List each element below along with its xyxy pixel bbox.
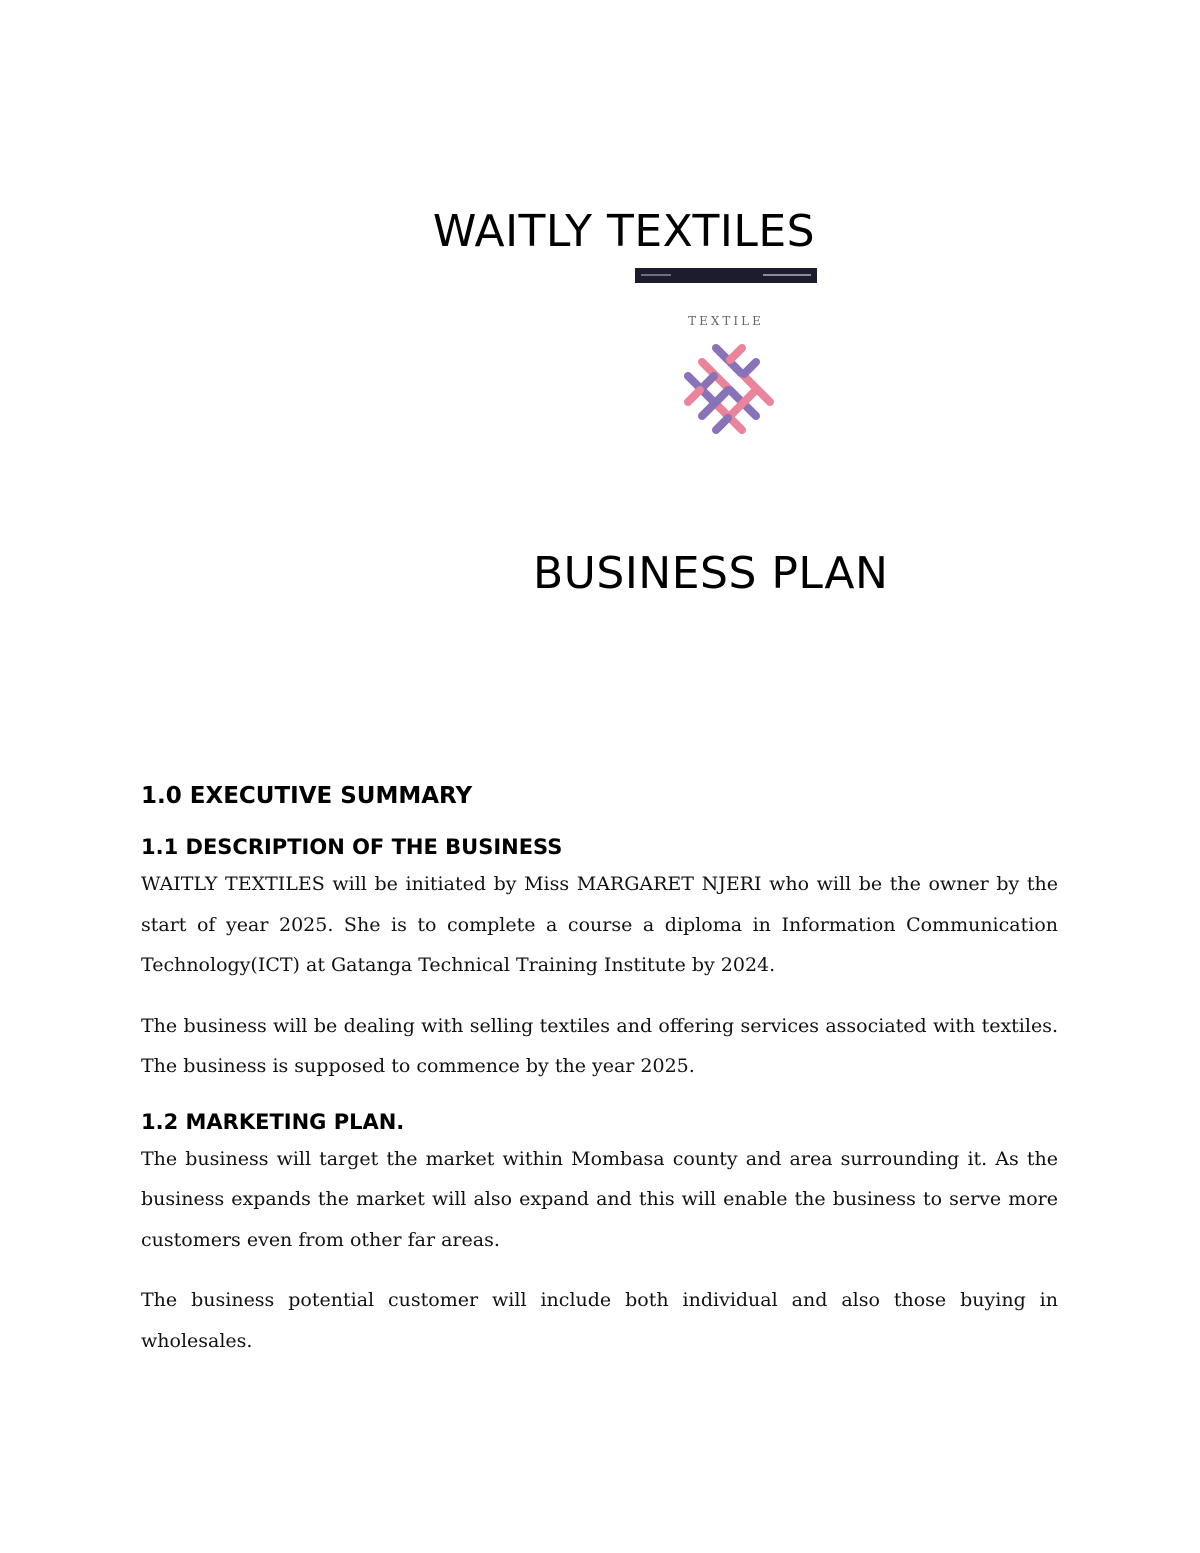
description-paragraph-1: WAITLY TEXTILES will be initiated by Miss MARGARET NJERI who will be the owner by the start of year 2025. She is to complete a course a diploma in Information Communication Technology(ICT) at Gatanga Technical Training Institute by 2024. <box>141 873 1058 976</box>
description-paragraph-2: The business will be dealing with selling textiles and offering services associated with textiles. The business is supposed to commence by the year 2025. <box>141 1014 1058 1077</box>
marketing-paragraph-2: The business potential customer will include both individual and also those buying in wholesales. <box>141 1289 1058 1352</box>
section-heading-marketing-plan: 1.2 MARKETING PLAN. <box>141 1109 405 1134</box>
document-title: WAITLY TEXTILES <box>432 206 816 257</box>
section-heading-executive-summary: 1.0 EXECUTIVE SUMMARY <box>141 783 473 809</box>
section-heading-description: 1.1 DESCRIPTION OF THE BUSINESS <box>141 835 563 859</box>
logo-banner <box>635 268 817 283</box>
marketing-paragraph-1: The business will target the market within Mombasa county and area surrounding it. As the business expands the market will also expand and this will enable the business to serve more customers even from other far areas. <box>141 1147 1058 1251</box>
document-body <box>141 778 1058 1361</box>
document-subtitle: BUSINESS PLAN <box>533 548 889 599</box>
woven-diamond-logo-icon <box>672 338 780 442</box>
logo-wordmark: TEXTILE <box>688 314 764 328</box>
